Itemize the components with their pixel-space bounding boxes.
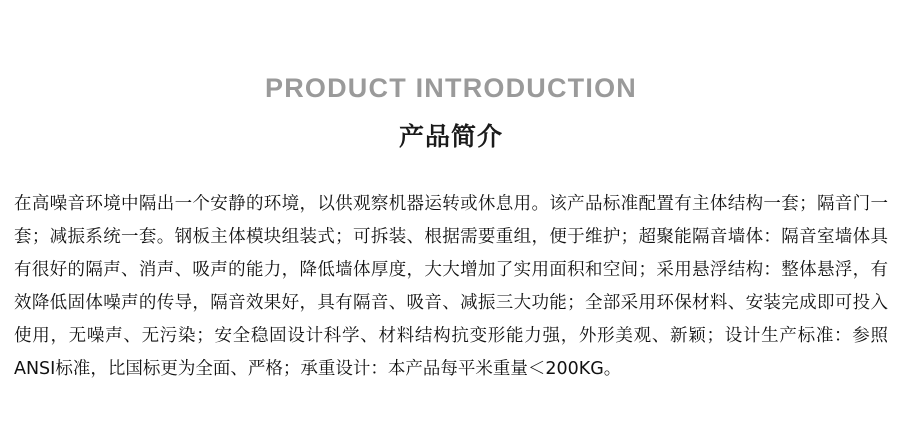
page-title-english: PRODUCT INTRODUCTION [265, 73, 637, 103]
page-title-chinese: 产品简介 [398, 123, 503, 152]
product-description-block [10, 188, 892, 386]
product-description-text: 在高噪音环境中隔出一个安静的环境，以供观察机器运转或休息用。该产品标准配置有主体结构一套；隔音门一套；减振系统一套。钢板主体模块组装式；可拆装、根据需要重组，便于维护；超聚能隔音墙体：隔音室墙体具有很好的隔声、消声、吸声的能力，降低墙体厚度，大大增加了实用面积和空间；采用悬浮结构：整体悬浮，有效降低固体噪声的传导，隔音效果好，具有隔音、吸音、减振三大功能；全部采用环保材料、安装完成即可投入使用，无噪声、无污染；安全稳固设计科学、材料结构抗变形能力强，外形美观、新颖；设计生产标准：参照ANSI标准，比国标更为全面、严格；承重设计：本产品每平米重量＜200KG。 [14, 194, 888, 380]
section-header [0, 0, 902, 152]
